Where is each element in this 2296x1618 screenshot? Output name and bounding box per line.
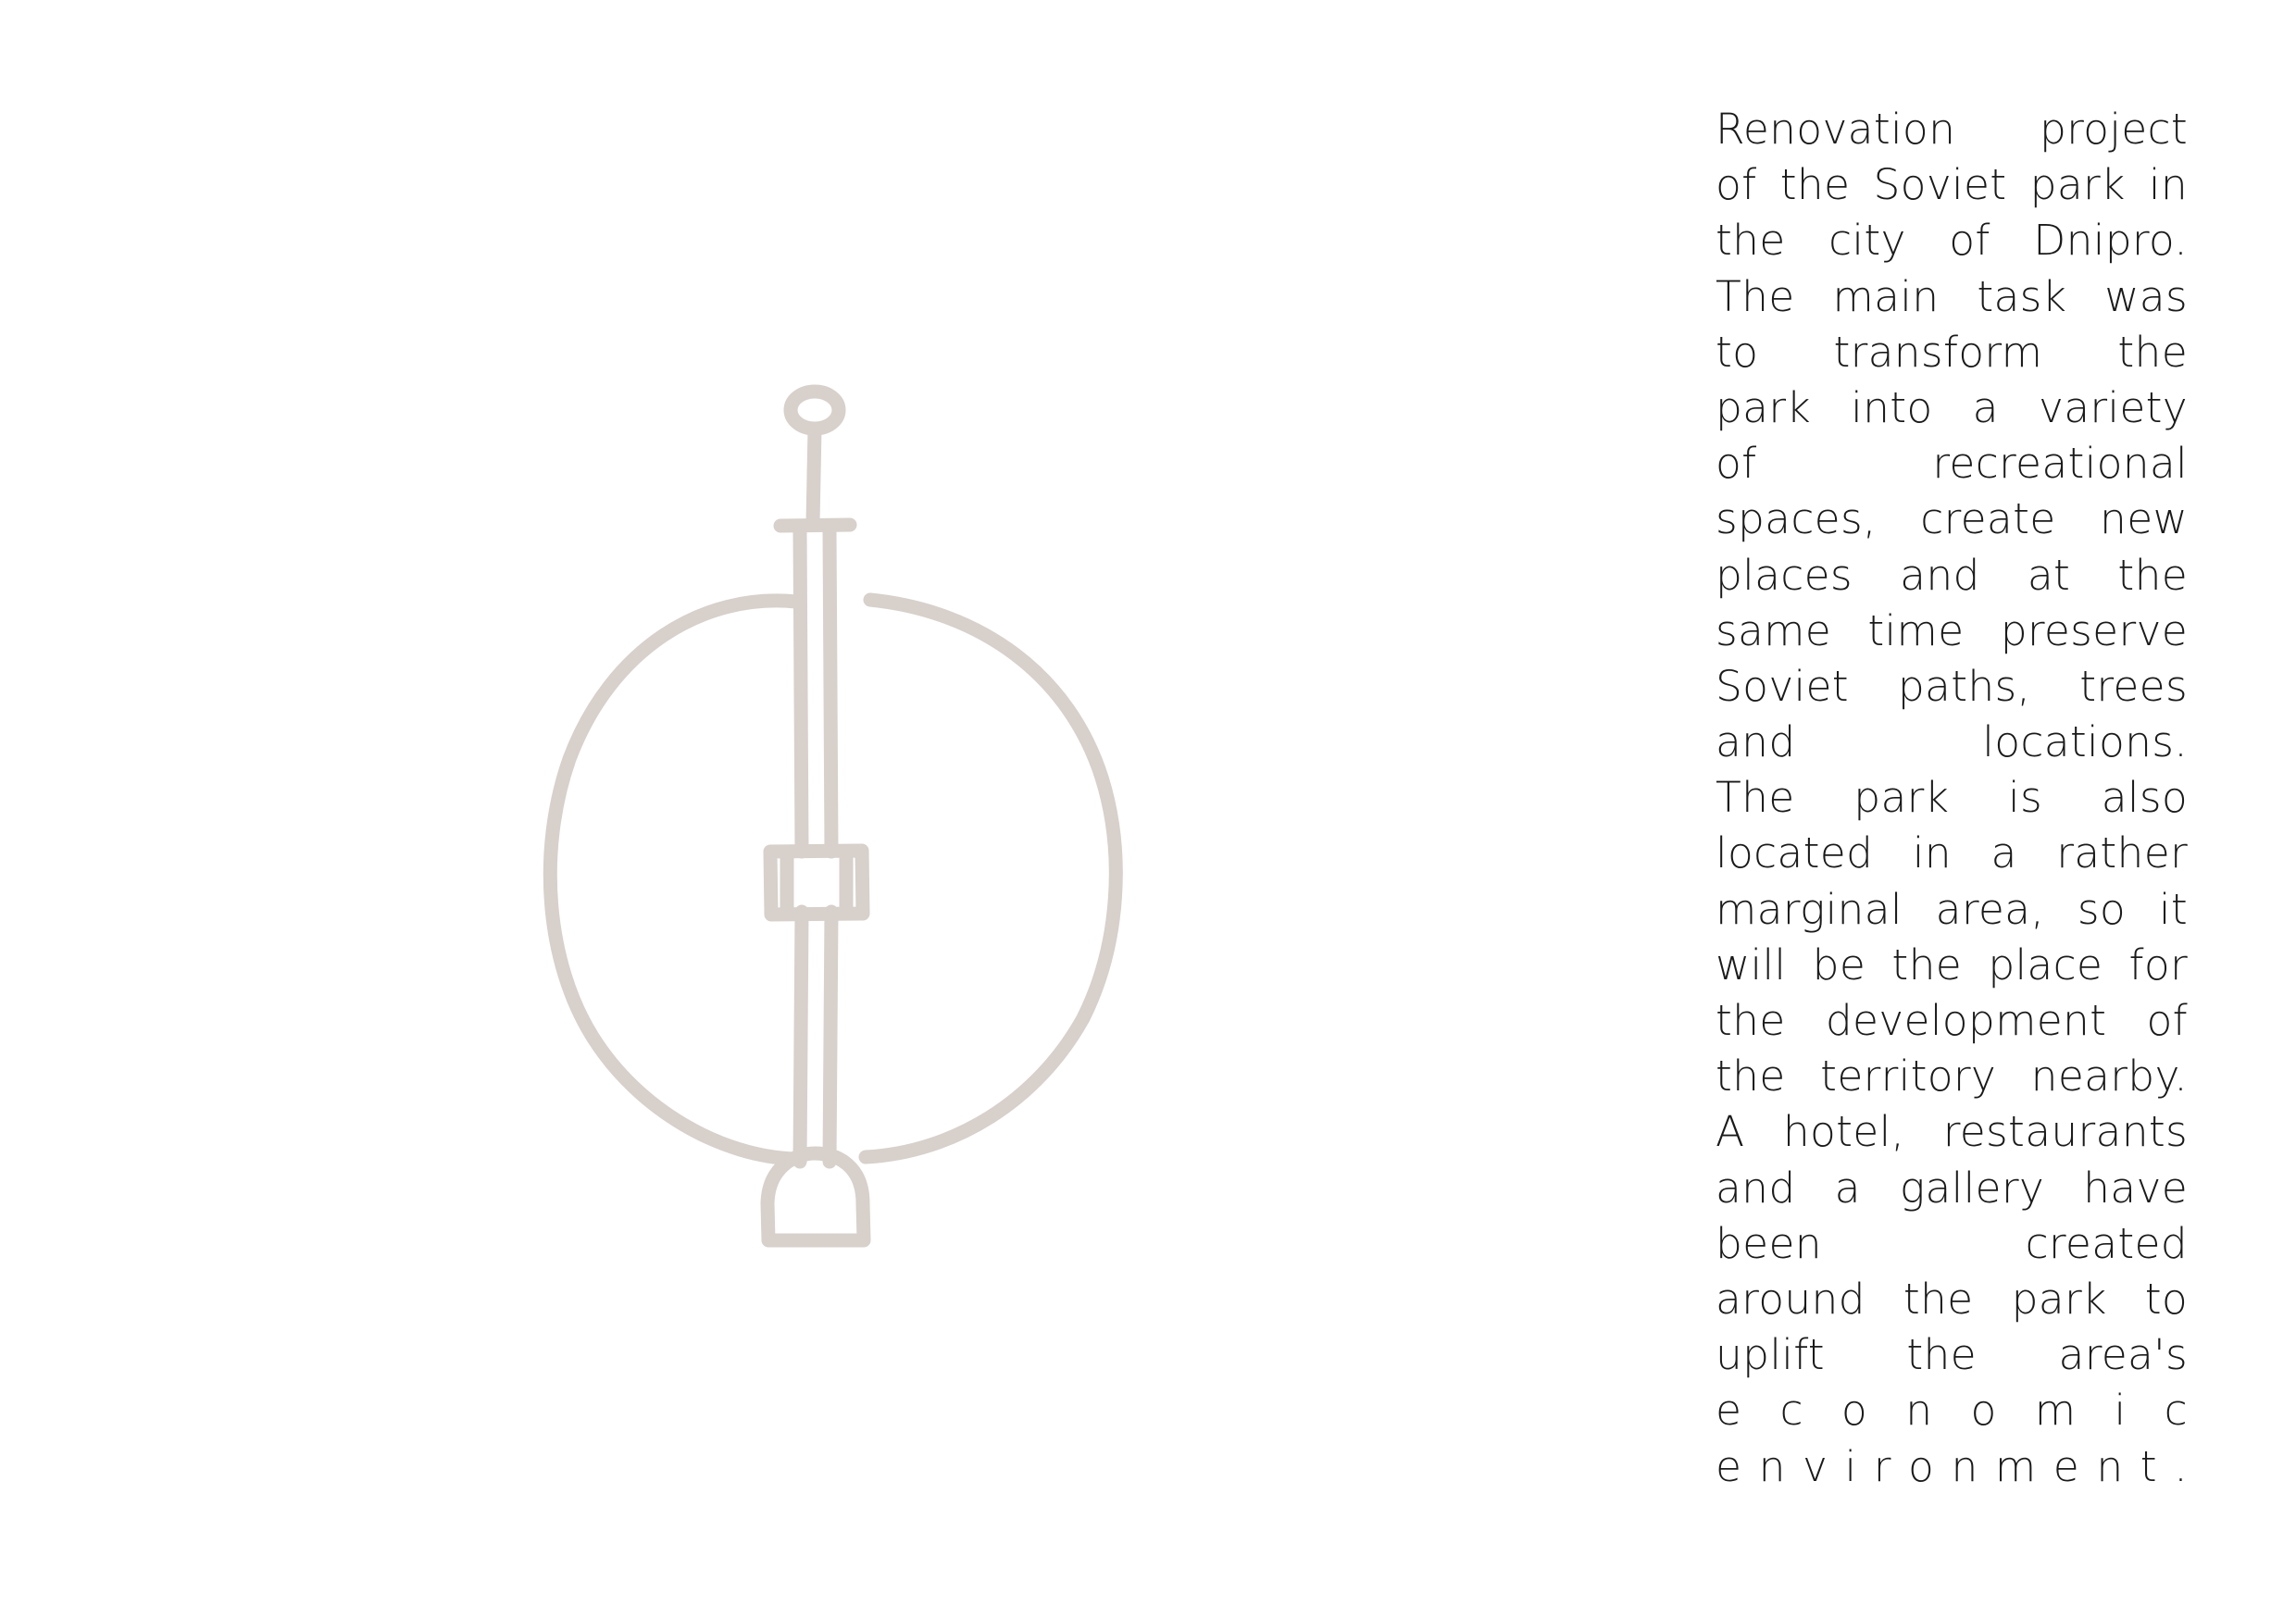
description-line: of the Soviet park in xyxy=(1716,160,2188,210)
project-description xyxy=(1716,102,2188,1495)
description-letter: o xyxy=(1908,1441,1935,1491)
description-line: to transform the xyxy=(1716,327,2188,377)
description-line: Renovation project xyxy=(1716,105,2188,154)
description-line: been created xyxy=(1716,1218,2188,1268)
description-letter: c xyxy=(2164,1386,2188,1436)
description-line-spread xyxy=(1716,1439,2188,1495)
description-line: around the park to xyxy=(1716,1274,2188,1324)
description-line: will be the place for xyxy=(1716,940,2188,989)
description-letter: i xyxy=(2114,1386,2127,1436)
description-line: spaces, create new xyxy=(1716,494,2188,544)
description-line: same time preserve xyxy=(1716,605,2188,655)
top-stem xyxy=(813,429,815,523)
description-letter: . xyxy=(2174,1441,2188,1491)
description-line: the development of xyxy=(1716,996,2188,1045)
description-line: The park is also xyxy=(1716,773,2188,823)
description-letter: e xyxy=(1716,1441,1742,1491)
description-letter: t xyxy=(2140,1441,2157,1491)
description-line: and locations. xyxy=(1716,717,2188,767)
description-letter: v xyxy=(1803,1441,1828,1491)
description-line: A hotel, restaurants xyxy=(1716,1107,2188,1157)
crossbar xyxy=(780,525,850,526)
description-letter: e xyxy=(1716,1386,1742,1436)
description-letter: r xyxy=(1873,1441,1891,1491)
description-line: the territory nearby. xyxy=(1716,1052,2188,1101)
description-letter: o xyxy=(1970,1386,1997,1436)
middle-bracket-inner xyxy=(787,853,846,913)
description-letter: n xyxy=(1951,1441,1978,1491)
description-letter: n xyxy=(1758,1441,1786,1491)
description-letter: e xyxy=(2053,1441,2080,1491)
base-dome xyxy=(767,1153,864,1240)
description-line: The main task was xyxy=(1716,271,2188,321)
description-letter: c xyxy=(1779,1386,1803,1436)
description-line: of recreational xyxy=(1716,439,2188,489)
description-letter: n xyxy=(1905,1386,1933,1436)
description-line: located in a rather xyxy=(1716,828,2188,878)
description-letter: o xyxy=(1841,1386,1868,1436)
description-line: places and at the xyxy=(1716,550,2188,600)
description-letter: i xyxy=(1844,1441,1857,1491)
description-line: marginal area, so it xyxy=(1716,884,2188,934)
description-line: uplift the area's xyxy=(1716,1330,2188,1380)
description-line: the city of Dnipro. xyxy=(1716,216,2188,266)
monument-sphere-sketch-icon xyxy=(518,370,1148,1287)
description-letter: m xyxy=(2034,1386,2077,1436)
description-letter: n xyxy=(2096,1441,2124,1491)
description-line: and a gallery have xyxy=(1716,1163,2188,1213)
description-line-spread xyxy=(1716,1383,2188,1438)
description-line: park into a variety xyxy=(1716,382,2188,432)
description-letter: m xyxy=(1994,1441,2037,1491)
description-line: Soviet paths, trees xyxy=(1716,661,2188,711)
